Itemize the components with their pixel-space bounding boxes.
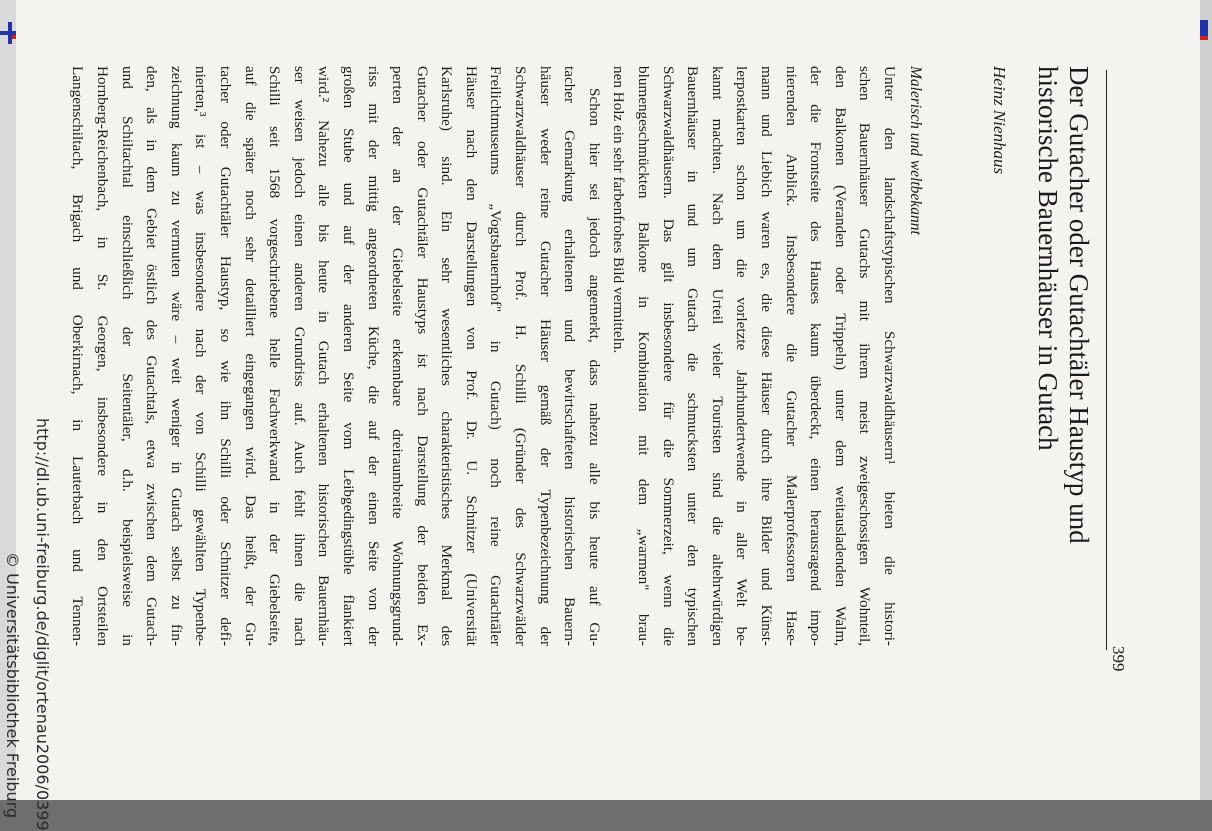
body-line: auf die später noch sehr detailliert eingegangen wird. Das heißt, der Gu- [241, 66, 259, 646]
body-line: der die Frontseite des Hauses kaum überdeckt, einen herausragend impo- [807, 66, 825, 646]
section-heading: Malerisch und weltbekannt [907, 66, 924, 235]
body-line: mann und Liebich waren es, die diese Häuser durch ihre Bilder und Künst- [758, 66, 776, 646]
body-line: häuser weder reine Gutacher Häuser gemäß der Typenbezeichnung der [536, 66, 554, 646]
body-line: blumengeschmückten Balkone in Kombination mit dem „warmen" brau- [635, 66, 653, 646]
body-line: Langenschiltach, Brigach und Oberkirnach, in Lauterbach und Tennen- [69, 66, 87, 646]
body-line: schen Bauernhäuser Gutachs mit ihrem meist zweigeschossigen Wohnteil, [856, 66, 874, 646]
body-line: Karlsruhe) sind. Ein sehr wesentliches charakteristisches Merkmal des [438, 66, 456, 646]
title-line: Der Gutacher oder Gutachtäler Haustyp und [1064, 66, 1094, 544]
body-line: tacher oder Gutachtäler Haustyp, so wie ihn Schilli oder Schnitzer defi- [216, 66, 234, 646]
body-line: perten der an der Giebelseite erkennbare dreiraumbreite Wohnungsgrund- [389, 66, 407, 646]
right-viewer-strip [1200, 0, 1212, 800]
body-line: kannt machten. Nach dem Urteil vieler Touristen sind die altehrwürdigen [708, 66, 726, 646]
body-line: Schon hier sei jedoch angemerkt, dass nahezu alle bis heute auf Gu- [585, 88, 603, 646]
body-line: und Schiltachtal einschließlich der Seitentäler, d.h. beispielsweise in [118, 66, 136, 646]
body-line: ser weisen jedoch einen anderen Grundriss auf. Auch fehlt ihnen die nach [290, 66, 308, 646]
body-line: nierenden Anblick. Insbesondere die Gutacher Malerprofessoren Hase- [782, 66, 800, 646]
body-line: den Balkonen (Veranden oder Trippeln) unter dem weitausladenden Walm, [831, 66, 849, 646]
page-number: 399 [1109, 646, 1128, 672]
body-line: Schwarzwaldhäusern. Das gilt insbesondere für die Sommerzeit, wenn die [659, 66, 677, 646]
article-title [1032, 66, 1094, 544]
header-rule [1106, 70, 1107, 650]
title-line: historische Bauernhäuser in Gutach [1033, 66, 1063, 451]
scanned-page [3, 0, 1200, 831]
body-line: tacher Gemarkung erhaltenen und bewirtschafteten historischen Bauern- [561, 66, 579, 646]
body-line: Freilichtmuseums „Vogtsbauernhof" in Gutach) noch reine Gutachtäler [487, 66, 505, 646]
body-line: riss mit der mittig angeordneten Küche, die auf der einen Seite von der [364, 66, 382, 646]
body-line: großen Stube und auf der anderen Seite vom Leibgedingstüble flankiert [339, 66, 357, 646]
body-line: Bauernhäuser in und um Gutach die schmucksten unter den typischen [684, 66, 702, 646]
body-line: zeichnung kaum zu vermuten wäre – weit weniger in Gutach selbst zu fin- [167, 66, 185, 646]
body-line: Gutacher oder Gutachtäler Haustyps ist nach Darstellung der beiden Ex- [413, 66, 431, 646]
copyright-notice: © Universitätsbibliothek Freiburg [3, 552, 22, 819]
body-line: Hornberg-Reichenbach, in St. Georgen, insbesondere in den Ortsteilen [94, 66, 111, 646]
body-line: den, als in dem Gebiet östlich des Gutachtals, etwa zwischen dem Gutach- [143, 66, 161, 646]
body-line: nierten,³ ist – was insbesondere nach der von Schilli gewählten Typenbe- [192, 66, 210, 646]
body-line: Schilli seit 1568 vorgeschriebene helle Fachwerkwand in der Giebelseite, [266, 66, 284, 646]
body-line: Schwarzwaldhäuser durch Prof. H. Schilli (Gründer des Schwarzwälder [512, 66, 530, 646]
source-url[interactable]: http://dl.ub.uni-freiburg.de/diglit/ortenau2006/0399 [33, 418, 52, 831]
body-line: Häuser nach den Darstellungen von Prof. Dr. U. Schnitzer (Universität [462, 66, 480, 646]
body-line: lerpostkarten schon um die vorletzte Jahrhundertwende in aller Welt be- [733, 66, 751, 646]
body-line: wird.² Nahezu alle bis heute in Gutach erhaltenen historischen Bauernhäu- [315, 66, 333, 646]
body-text [65, 66, 901, 646]
body-line: Unter den landschaftstypischen Schwarzwaldhäusern¹ bieten die histori- [881, 66, 898, 646]
body-line: nen Holz ein sehr farbenfrohes Bild vermitteln. [610, 66, 628, 354]
author-name: Heinz Nienhaus [990, 66, 1009, 175]
